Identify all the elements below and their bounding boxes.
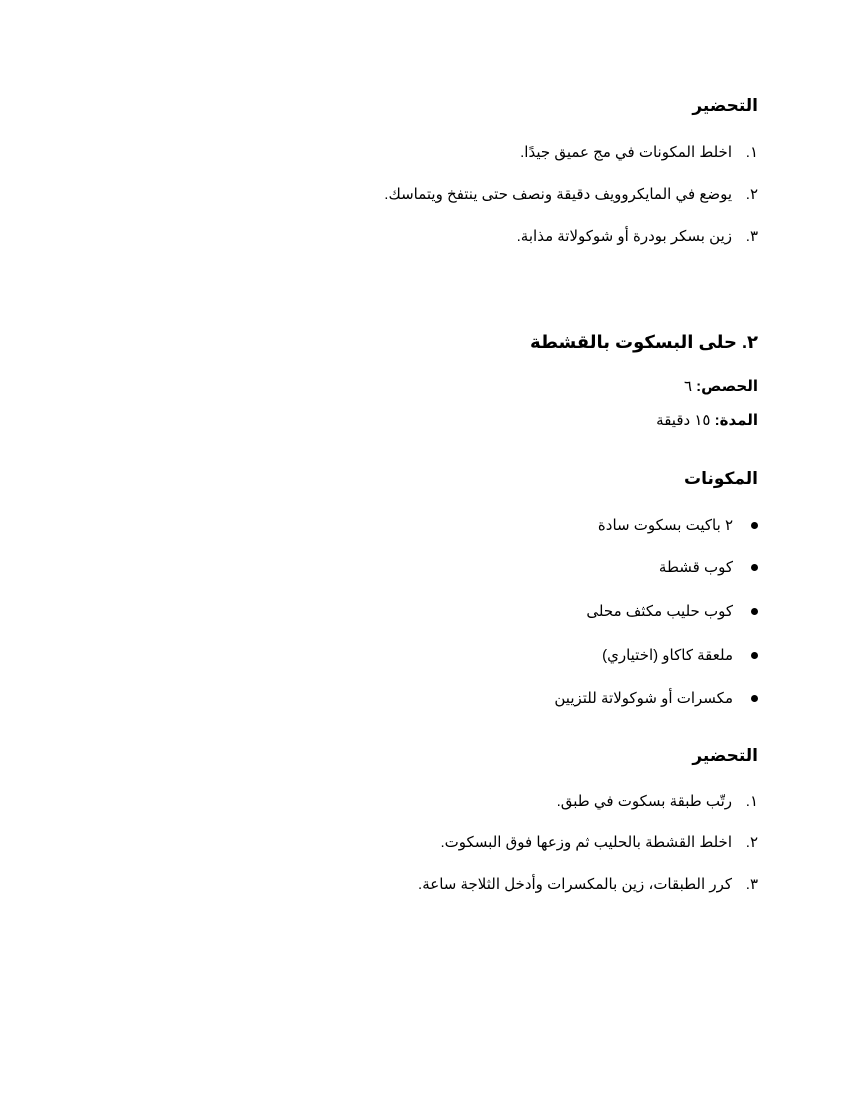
ingredient-text: ٢ باكيت بسكوت سادة: [597, 517, 733, 534]
ingredient-item: [602, 646, 758, 664]
bullet-icon: [751, 652, 758, 659]
ingredient-text: ملعقة كاكاو (اختياري): [602, 647, 733, 664]
servings-line: [684, 377, 758, 395]
prep-heading-1: التحضير: [692, 96, 758, 115]
servings-value: ٦: [683, 378, 692, 395]
step-number: ٢.: [745, 186, 758, 203]
prep-step-1-2: [384, 185, 758, 203]
prep-step-1-1: [520, 143, 758, 161]
duration-value: ١٥ دقيقة: [656, 412, 711, 429]
prep-heading-2: التحضير: [692, 746, 758, 765]
step-number: ٣.: [745, 876, 758, 893]
ingredients-heading: المكونات: [683, 469, 758, 488]
step-text: اخلط المكونات في مج عميق جيدًا.: [520, 144, 732, 161]
duration-line: [656, 411, 758, 429]
servings-label: الحصص:: [696, 378, 758, 395]
ingredient-item: [554, 689, 758, 707]
bullet-icon: [751, 522, 758, 529]
bullet-icon: [751, 564, 758, 571]
ingredient-text: مكسرات أو شوكولاتة للتزيين: [554, 690, 733, 707]
step-number: ١.: [745, 144, 758, 161]
duration-label: المدة:: [714, 412, 758, 429]
bullet-icon: [751, 608, 758, 615]
prep-step-2-1: [557, 792, 758, 810]
step-number: ١.: [745, 793, 758, 810]
bullet-icon: [751, 695, 758, 702]
step-text: اخلط القشطة بالحليب ثم وزعها فوق البسكوت.: [440, 834, 732, 851]
step-text: زين بسكر بودرة أو شوكولاتة مذابة.: [516, 228, 732, 245]
step-text: رتّب طبقة بسكوت في طبق.: [556, 793, 732, 810]
ingredient-item: [659, 558, 758, 576]
ingredient-item: [586, 602, 758, 620]
step-text: كرر الطبقات، زين بالمكسرات وأدخل الثلاجة ساعة.: [418, 876, 732, 893]
step-number: ٣.: [745, 228, 758, 245]
prep-step-2-3: [418, 875, 758, 893]
ingredient-text: كوب قشطة: [658, 559, 733, 576]
ingredient-text: كوب حليب مكثف محلى: [586, 603, 733, 620]
prep-step-2-2: [440, 833, 758, 851]
recipe-title: ٢. حلى البسكوت بالقشطة: [530, 332, 758, 352]
ingredient-item: [598, 516, 758, 534]
step-text: يوضع في المايكروويف دقيقة ونصف حتى ينتفخ ويتماسك.: [384, 186, 732, 203]
step-number: ٢.: [745, 834, 758, 851]
prep-step-1-3: [517, 227, 758, 245]
